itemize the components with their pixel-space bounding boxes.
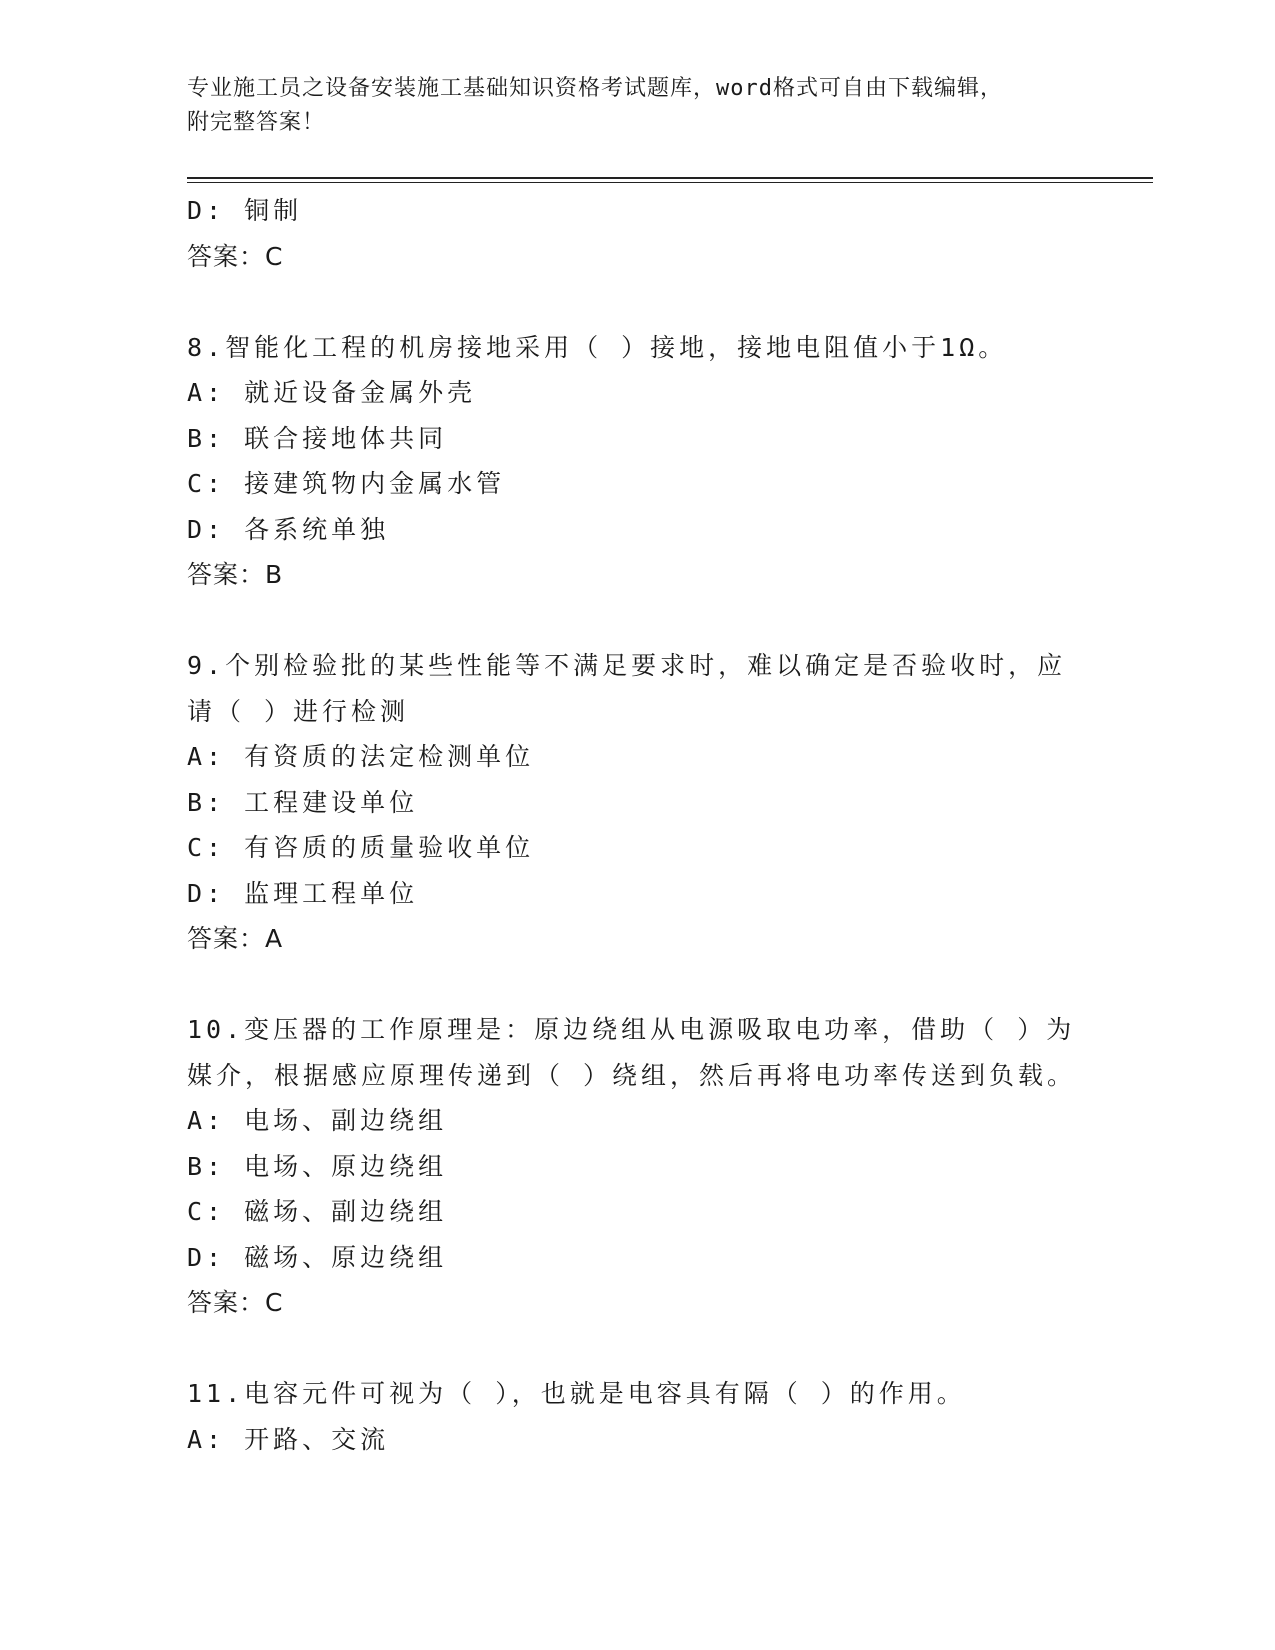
option-b: B: 电场、原边绕组 <box>187 1151 448 1181</box>
question-block <box>187 643 1087 962</box>
option-a: A: 开路、交流 <box>187 1424 390 1454</box>
header-line-1: 专业施工员之设备安装施工基础知识资格考试题库，word格式可自由下载编辑， <box>187 76 1003 101</box>
option-a: A: 就近设备金属外壳 <box>187 378 477 407</box>
option-b: B: 工程建设单位 <box>187 787 419 817</box>
header-line-2: 附完整答案！ <box>187 110 326 135</box>
option-d: D: 铜制 <box>187 196 303 225</box>
answer-line: 答案：C <box>187 1288 284 1317</box>
question-block <box>187 1007 1087 1326</box>
question-stem: 10.变压器的工作原理是：原边绕组从电源吸取电功率，借助（ ）为 <box>187 1015 1076 1044</box>
question-stem-continued: 媒介，根据感应原理传递到（ ）绕组，然后再将电功率传送到负载。 <box>187 1060 1077 1090</box>
header-divider-thin <box>187 182 1153 183</box>
document-header <box>187 72 1147 140</box>
option-d: D: 监理工程单位 <box>187 878 419 908</box>
answer-line: 答案：C <box>187 241 284 271</box>
answer-line: 答案：B <box>187 560 284 589</box>
question-stem: 9.个别检验批的某些性能等不满足要求时，难以确定是否验收时，应 <box>187 651 1067 680</box>
option-c: C: 磁场、副边绕组 <box>187 1197 448 1226</box>
question-stem: 8.智能化工程的机房接地采用（ ）接地，接地电阻值小于1Ω。 <box>187 332 1008 362</box>
question-list <box>187 188 1087 1462</box>
option-d: D: 各系统单独 <box>187 514 390 544</box>
option-a: A: 有资质的法定检测单位 <box>187 742 535 771</box>
question-stem: 11.电容元件可视为（ ），也就是电容具有隔（ ）的作用。 <box>187 1379 966 1408</box>
question-stem-continued: 请（ ）进行检测 <box>187 696 410 726</box>
answer-line: 答案：A <box>187 924 284 953</box>
option-c: C: 接建筑物内金属水管 <box>187 469 506 498</box>
option-c: C: 有咨质的质量验收单位 <box>187 833 535 862</box>
question-block <box>187 325 1087 598</box>
option-b: B: 联合接地体共同 <box>187 423 448 453</box>
option-d: D: 磁场、原边绕组 <box>187 1242 448 1272</box>
header-divider-thick <box>187 177 1153 179</box>
option-a: A: 电场、副边绕组 <box>187 1106 448 1135</box>
question-block <box>187 1371 1087 1462</box>
